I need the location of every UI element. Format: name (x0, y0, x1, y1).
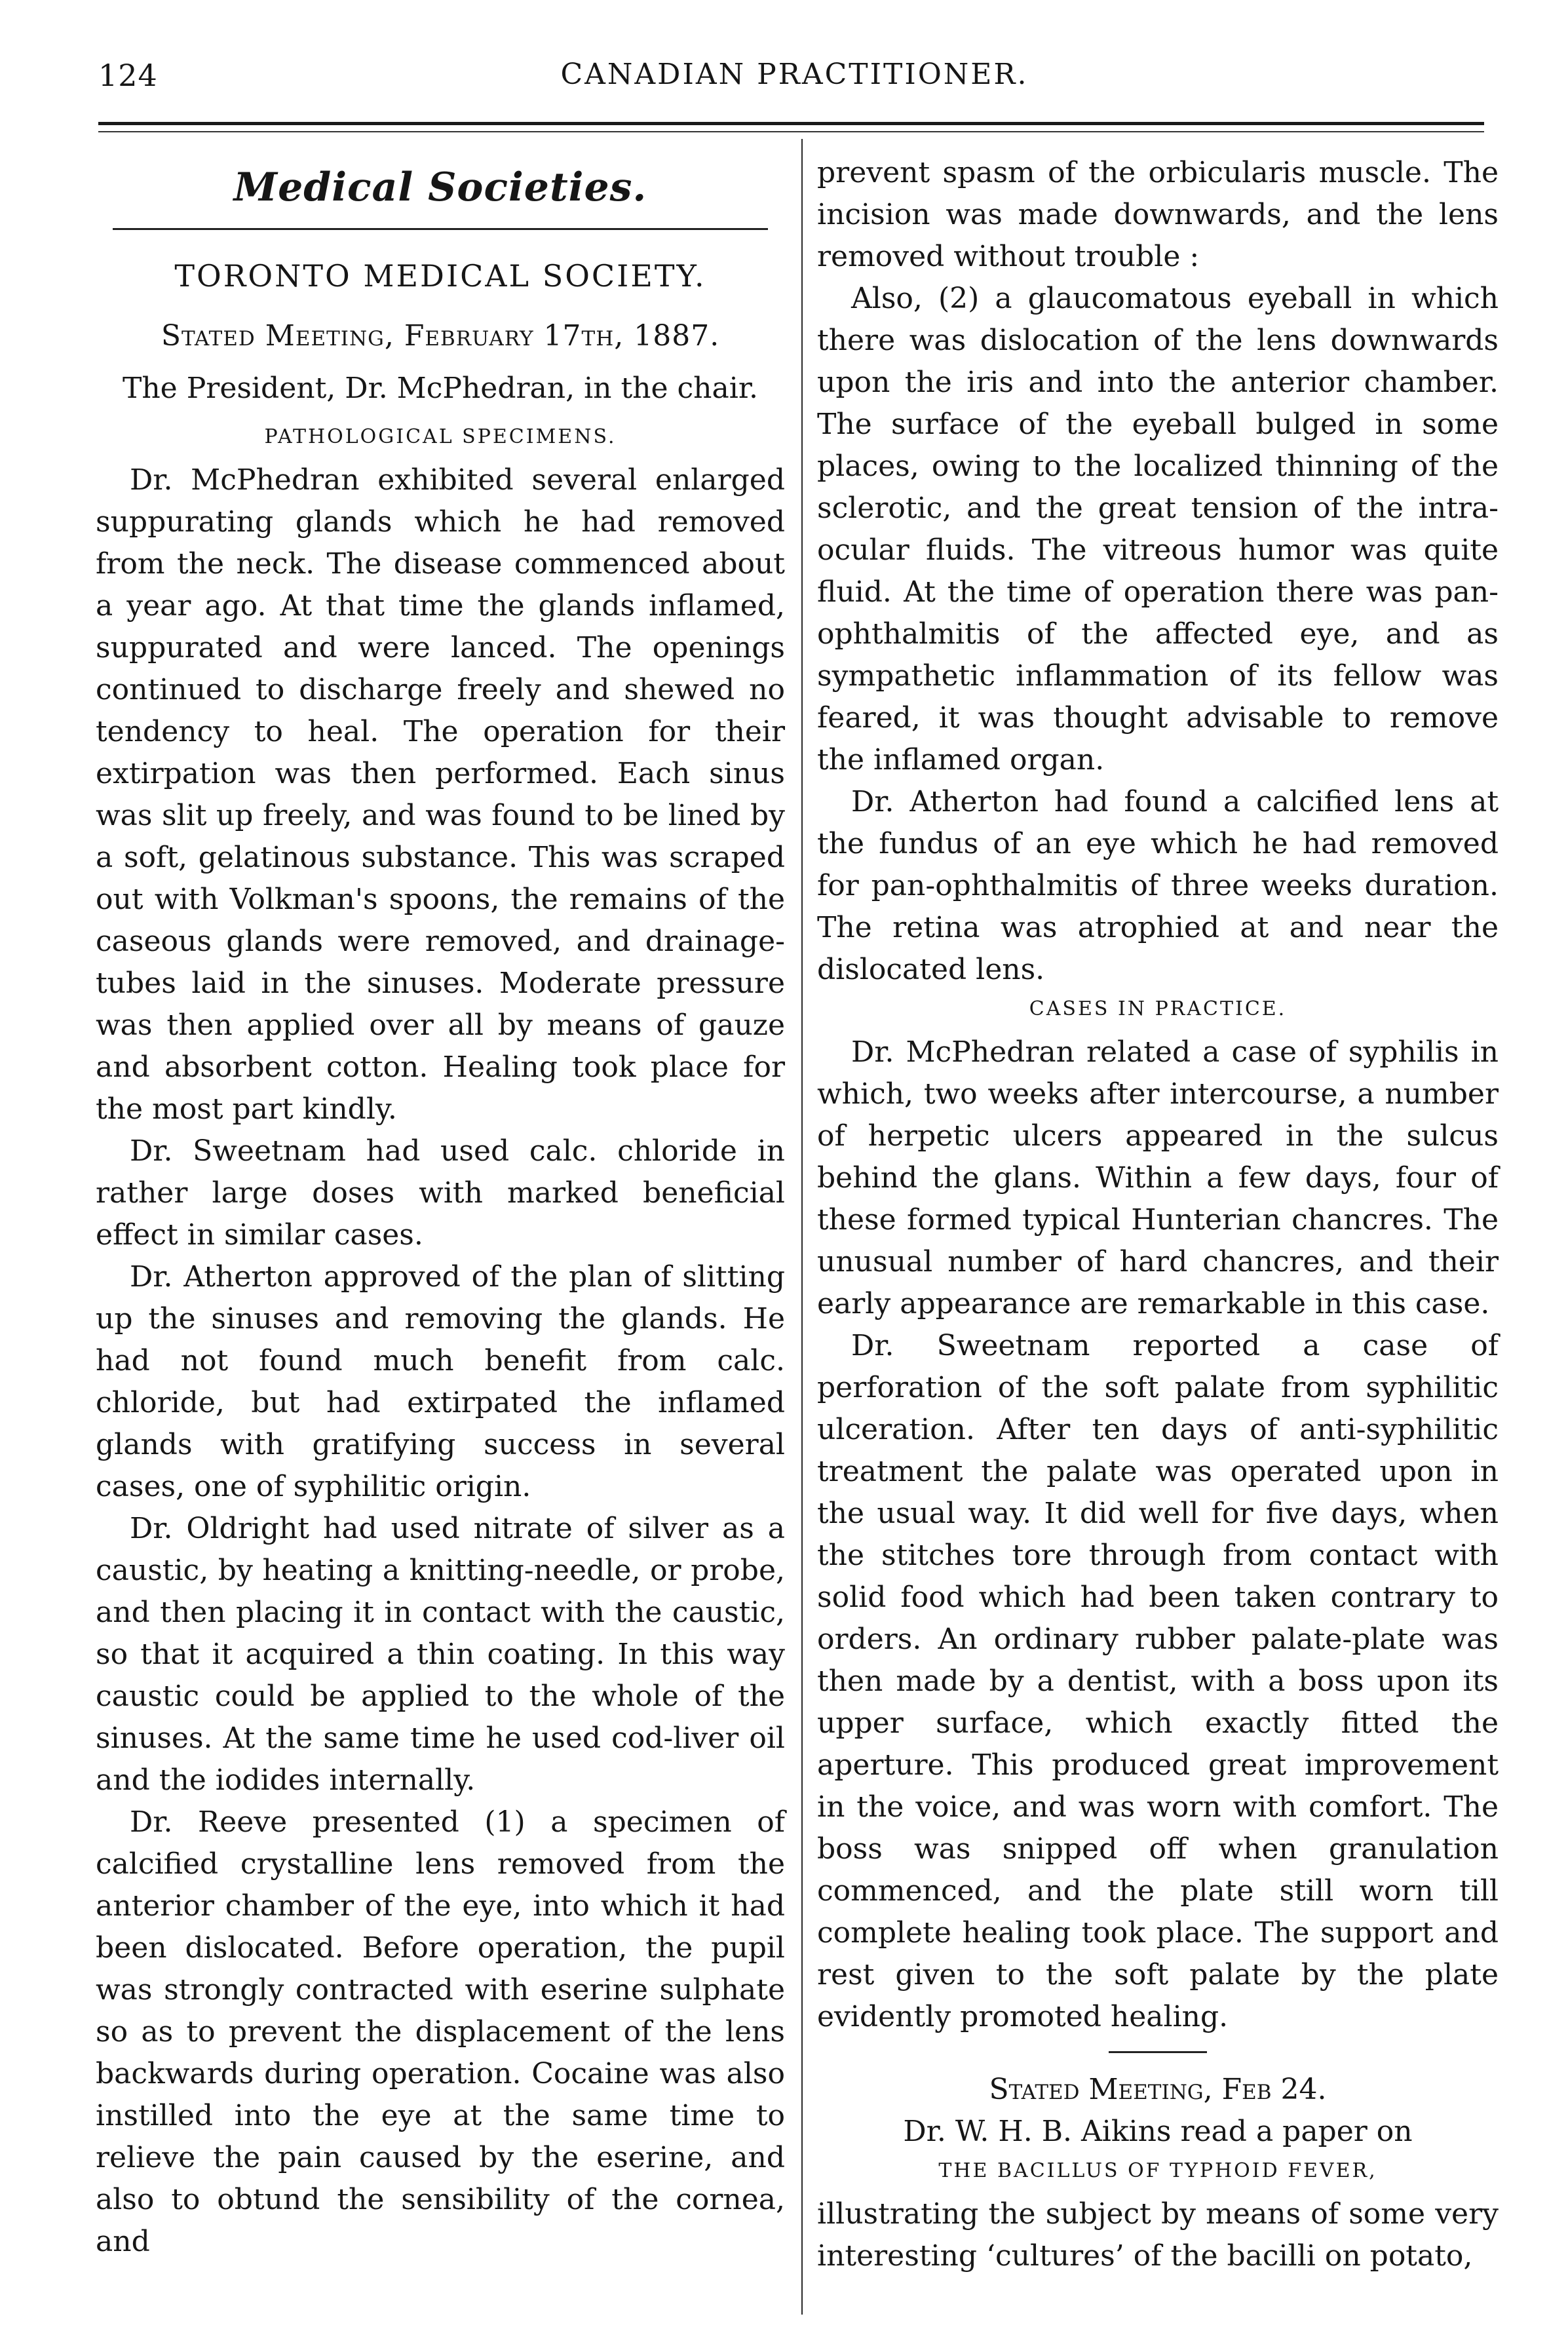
page-header (98, 58, 1491, 110)
paper-title: THE BACILLUS OF TYPHOID FEVER, (938, 2159, 1377, 2182)
paragraph: Dr. Atherton had found a calcified lens at the fundus of an eye which he had removed for pan-ophthalmitis of three weeks duration. The retina was atrophied at and near the dislocated lens. (817, 785, 1499, 986)
subhead-pathological: PATHOLOGICAL SPECIMENS. (264, 425, 617, 448)
column-divider (801, 139, 803, 2315)
section-rule (1109, 2051, 1207, 2053)
subhead-cases: CASES IN PRACTICE. (1029, 997, 1287, 1020)
right-column (817, 152, 1499, 2277)
paragraph: Dr. McPhedran related a case of syphilis in which, two weeks after intercourse, a number of herpetic ulcers appeared in the sulcus behind the glans. Within a few days, four of these formed typical Hunterian chancres. The unusual number of hard chancres, and their early appearance are remarkable in this case. (817, 1035, 1499, 1320)
chair-line: The President, Dr. McPhedran, in the chair. (122, 372, 759, 405)
heading-rule (113, 228, 768, 230)
running-title: CANADIAN PRACTITIONER. (560, 58, 1029, 91)
paragraph: Dr. Sweetnam had used calc. chloride in rather large doses with marked beneficial effect in similar cases. (96, 1134, 785, 1252)
paragraph: Dr. Atherton approved of the plan of slitting up the sinuses and removing the glands. He had not found much benefit from calc. chloride, but had extirpated the inflamed glands with gratifying success in several cases, one of syphilitic origin. (96, 1260, 785, 1503)
header-rule-thin (98, 131, 1484, 132)
society-title: TORONTO MEDICAL SOCIETY. (174, 258, 706, 294)
paragraph: illustrating the subject by means of some very interesting ‘cultures’ of the bacilli on potato, (817, 2197, 1499, 2273)
paper-line: Dr. W. H. B. Aikins read a paper on (903, 2115, 1413, 2148)
header-rule (98, 122, 1484, 125)
paragraph: Dr. Reeve presented (1) a specimen of calcified crystalline lens removed from the anterior chamber of the eye, into which it had been dislocated. Before operation, the pupil was strongly contracted with eserine sulphate so as to prevent the displacement of the lens backwards during operation. Cocaine was also instilled into the eye at the same time to relieve the pain caused by the eserine, and also to obtund the sensibility of the cornea, and (96, 1805, 785, 2258)
paragraph: Also, (2) a glaucomatous eyeball in which there was dislocation of the lens downwards upon the iris and into the anterior chamber. The surface of the eyeball bulged in some places, owing to the localized thinning of the sclerotic, and the great tension of the intra-ocular fluids. The vitreous humor was quite fluid. At the time of operation there was pan-ophthalmitis of the affected eye, and as sympathetic inflammation of its fellow was feared, it was thought advisable to remove the inflamed organ. (817, 282, 1499, 777)
paragraph: Dr. Sweetnam reported a case of perforation of the soft palate from syphilitic ulceration. After ten days of anti-syphilitic treatment the palate was operated upon in the usual way. It did well for five days, when the stitches tore through from contact with solid food which had been taken contrary to orders. An ordinary rubber palate-plate was then made by a dentist, with a boss upon its upper surface, which exactly fitted the aperture. This produced great improvement in the voice, and was worn with comfort. The boss was snipped off when granulation commenced, and the plate still worn till complete healing took place. The support and rest given to the soft palate by the plate evidently promoted healing. (817, 1329, 1499, 2033)
paragraph: Dr. McPhedran exhibited several enlarged suppurating glands which he had removed from the neck. The disease commenced about a year ago. At that time the glands inflamed, suppurated and were lanced. The openings continued to discharge freely and shewed no tendency to heal. The operation for their extirpation was then performed. Each sinus was slit up freely, and was found to be lined by a soft, gelatinous substance. This was scraped out with Volkman's spoons, the remains of the caseous glands were removed, and drainage-tubes laid in the sinuses. Moderate pressure was then applied over all by means of gauze and absorbent cotton. Healing took place for the most part kindly. (96, 463, 785, 1126)
paragraph-continued: prevent spasm of the orbicularis muscle. The incision was made downwards, and the lens removed without trouble : (817, 156, 1499, 273)
section-heading: Medical Societies. (233, 164, 647, 210)
meeting-date-2: Stated Meeting, Feb 24. (989, 2073, 1327, 2106)
paragraph: Dr. Oldright had used nitrate of silver as a caustic, by heating a knitting-needle, or probe, and then placing it in contact with the caustic, so that it acquired a thin coating. In this way caustic could be applied to the whole of the sinuses. At the same time he used cod-liver oil and the iodides internally. (96, 1512, 785, 1797)
left-column (96, 152, 785, 2263)
meeting-date: Stated Meeting, February 17th, 1887. (161, 319, 720, 353)
page-number: 124 (98, 58, 158, 93)
